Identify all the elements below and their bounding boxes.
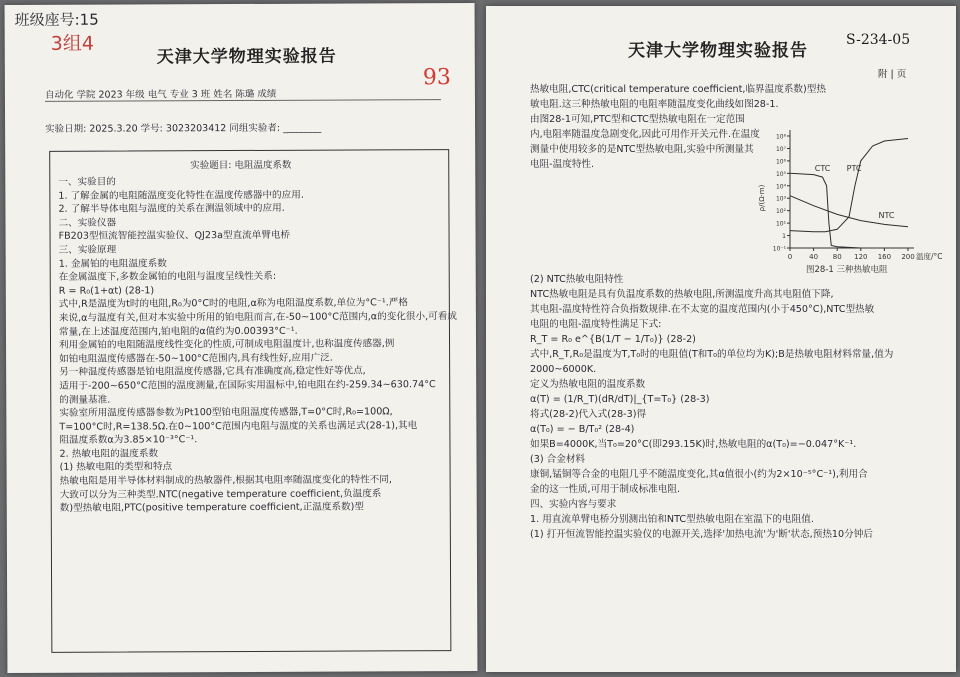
handwritten-line: 式中,R_T,R₀是温度为T,T₀时的电阻值(T和T₀的单位均为K);B是热敏电阻材料常量,值为 [530, 349, 894, 360]
handwritten-line: 适用于-200~650°C范围的温度测量,在国际实用温标中,铂电阻在约-259.34~630.74°C [59, 379, 436, 392]
handwritten-line: 1. 用直流单臂电桥分别测出铂和NTC型热敏电阻在室温下的电阻值. [530, 514, 814, 525]
report-title-right: 天津大学物理实验报告 [628, 41, 808, 61]
student-info-row: 自动化 学院 2023 年级 电气 专业 3 班 姓名 陈璐 成绩 [44, 88, 277, 101]
handwritten-line: 2. 热敏电阻的温度系数 [59, 448, 159, 460]
handwritten-line: 利用金属铂的电阻随温度线性变化的性质,可制成电阻温度计,也称温度传感器,例 [59, 338, 395, 351]
y-axis-label: ρ/(Ω·m) [758, 184, 766, 212]
y-tick-label: 10⁶ [775, 158, 786, 166]
x-tick-label: 200 [901, 253, 915, 261]
handwritten-line: 1. 了解金属的电阻随温度变化特性在温度传感器中的应用. [58, 189, 304, 202]
handwritten-line: NTC热敏电阻是具有负温度系数的热敏电阻,所测温度升高其电阻值下降, [530, 289, 834, 300]
y-tick-label: 10⁴ [775, 183, 786, 191]
x-tick-label: 120 [854, 253, 868, 261]
handwritten-line: (2) NTC热敏电阻特性 [530, 274, 624, 285]
y-tick-label: 10⁵ [775, 170, 786, 178]
handwritten-line: R_T = R₀ e^{B(1/T − 1/T₀)} (28-2) [530, 334, 696, 345]
handwritten-line: FB203型恒流智能控温实验仪、QJ23a型直流单臂电桥 [58, 230, 291, 243]
class-seat-label: 班级座号:15 [14, 10, 99, 29]
page-label: 附 | 页 [878, 69, 907, 80]
handwritten-line: 如果B=4000K,当T₀=20°C(即293.15K)时,热敏电阻的α(T₀)=−0.047°K⁻¹. [530, 439, 857, 450]
handwritten-line: 在金属温度下,多数金属铂的电阻与温度呈线性关系: [58, 271, 277, 283]
handwritten-line: 如铂电阻温度传感器在-50~100°C范围内,具有线性好,应用广泛. [59, 352, 333, 365]
handwritten-line: 来说,α与温度有关,但对本实验中所用的铂电阻而言,在-50~100°C范围内,α的变化很小,可看成 [58, 310, 457, 324]
handwritten-line: 1. 金属铂的电阻温度系数 [58, 257, 167, 270]
left-body-text [58, 174, 457, 516]
handwritten-line: 一、实验目的 [58, 176, 116, 188]
x-tick-label: 80 [832, 253, 842, 261]
x-axis-label: 温度/°C [916, 252, 943, 261]
handwritten-line: 测量中使用较多的是NTC型热敏电阻,实验中所测量其 [530, 144, 754, 155]
y-tick-label: 10⁷ [775, 145, 786, 153]
series-label-ntc: NTC [878, 211, 895, 221]
experiment-title: 实验题目: 电阻温度系数 [190, 159, 292, 172]
handwritten-line: 由图28-1可知,PTC型和CTC型热敏电阻在一定范围 [530, 114, 745, 125]
handwritten-line: 定义为热敏电阻的温度系数 [530, 379, 646, 390]
y-tick-label: 10³ [775, 195, 786, 203]
x-tick-label: 0 [787, 253, 793, 261]
handwritten-line: (1) 热敏电阻的类型和特点 [59, 461, 173, 474]
x-tick-label: 160 [877, 253, 892, 261]
handwritten-line: 2000~6000K. [530, 364, 597, 375]
handwritten-line: 2. 了解半导体电阻与温度的关系在测温领域中的应用. [58, 202, 285, 215]
y-tick-label: 10⁻¹ [772, 245, 786, 253]
handwritten-line: 敏电阻.这三种热敏电阻的电阻率随温度变化曲线如图28-1. [530, 99, 779, 110]
handwritten-line: T=100°C时,R=138.5Ω.在0~100°C范围内电阻与温度的关系也满足式(28-1),其电 [59, 419, 418, 433]
handwritten-line: α(T₀) = − B/T₀² (28-4) [530, 424, 635, 435]
handwritten-line: R = R₀(1+αt) (28-1) [58, 285, 155, 297]
handwritten-line: 内,电阻率随温度急剧变化,因此可用作开关元件.在温度 [530, 129, 760, 140]
handwritten-line: 四、实验内容与要求 [530, 499, 617, 510]
handwritten-line: 式中,R是温度为t时的电阻,R₀为0°C时的电阻,α称为电阻温度系数,单位为°C⁻¹.严格 [58, 297, 409, 311]
resistivity-chart [756, 122, 956, 278]
report-content-box [49, 149, 457, 653]
series-label-ptc: PTC [846, 163, 862, 173]
report-code: S-234-05 [846, 32, 911, 48]
figure-caption: 图28-1 三种热敏电阻 [806, 265, 888, 275]
handwritten-line: 将式(28-2)代入式(28-3)得 [530, 409, 647, 420]
handwritten-line: 阻温度系数α为3.85×10⁻³°C⁻¹. [59, 434, 198, 447]
handwritten-line: 数)型热敏电阻,PTC(positive temperature coefficient,正温度系数)型 [59, 501, 365, 515]
series-label-ctc: CTC [814, 163, 831, 173]
handwritten-line: 电阻-温度特性. [530, 159, 595, 170]
handwritten-line: 金的这一性质,可用于制成标准电阻. [530, 484, 681, 495]
handwritten-line: α(T) = (1/R_T)(dR/dT)|_{T=T₀} (28-3) [530, 394, 710, 405]
handwritten-line: 大致可以分为三种类型.NTC(negative temperature coefficient,负温度系 [59, 488, 382, 501]
left-report-page [5, 3, 478, 673]
handwritten-line: 康铜,锰铜等合金的电阻几乎不随温度变化,其α值很小(约为2×10⁻⁵°C⁻¹),利用合 [530, 469, 868, 480]
handwritten-line: 热敏电阻,CTC(critical temperature coefficient,临界温度系数)型热 [530, 84, 826, 95]
handwritten-line: 三、实验原理 [58, 244, 117, 256]
handwritten-line: (3) 合金材料 [530, 454, 586, 465]
y-tick-label: 10² [775, 208, 786, 216]
handwritten-line: (1) 打开恒流智能控温实验仪的电源开关,选择'加热电流'为'断'状态,预热10分钟后 [530, 529, 873, 540]
y-tick-label: 10¹ [775, 220, 786, 228]
grade-score: 93 [422, 65, 451, 91]
group-mark: 3组4 [50, 32, 94, 55]
y-tick-label: 1 [782, 233, 786, 241]
right-mid-text [530, 272, 893, 542]
handwritten-line: 热敏电阻是用半导体材料制成的热敏器件,根据其电阻率随温度变化的特性不同, [59, 474, 392, 487]
handwritten-line: 电阻的电阻-温度特性满足下式: [530, 319, 662, 330]
handwritten-line: 实验室所用温度传感器参数为Pt100型铂电阻温度传感器,T=0°C时,R₀=100Ω, [59, 406, 393, 419]
handwritten-line: 其电阻-温度特性符合负指数规律.在不太宽的温度范围内(小于450°C),NTC型热敏 [530, 304, 875, 315]
x-tick-label: 40 [809, 253, 819, 261]
handwritten-line: 另一种温度传感器是铂电阻温度传感器,它具有准确度高,稳定性好等优点, [59, 365, 366, 379]
handwritten-line: 二、实验仪器 [58, 217, 117, 229]
handwritten-line: 的测量基准. [59, 394, 111, 406]
y-tick-label: 10⁸ [775, 133, 786, 141]
report-title-left: 天津大学物理实验报告 [156, 46, 337, 68]
date-row: 实验日期: 2025.3.20 学号: 3023203412 同组实验者: ________ [45, 122, 322, 135]
right-report-page [486, 6, 956, 672]
handwritten-line: 常量,在上述温度范围内,铂电阻的α值约为0.00393°C⁻¹. [58, 325, 298, 338]
